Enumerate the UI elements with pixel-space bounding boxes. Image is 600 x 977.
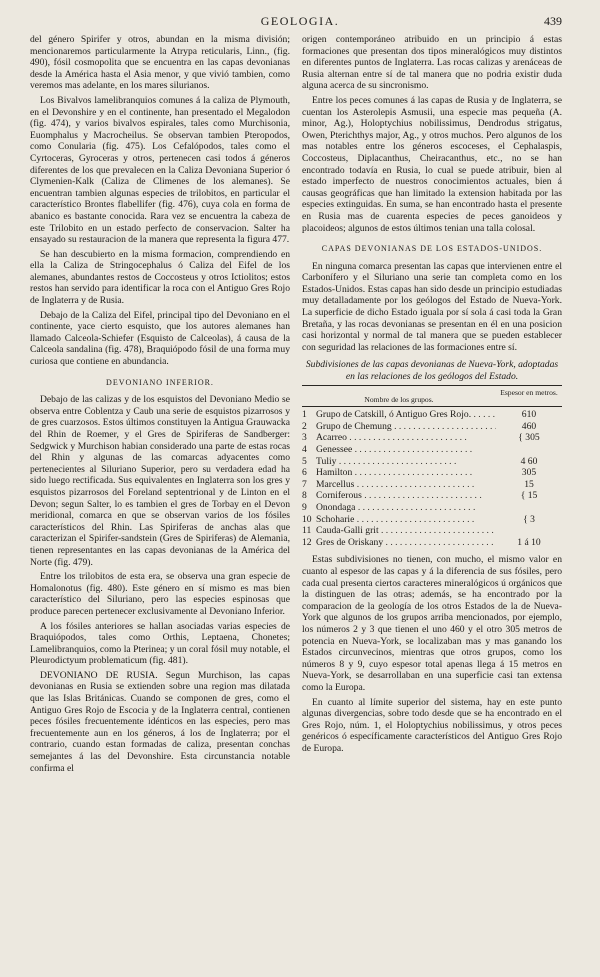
left-column [30, 34, 290, 777]
row-number: 11 [302, 525, 312, 537]
thickness-value: 460 [521, 420, 537, 432]
row-number: 5 [302, 455, 307, 467]
thickness-value: 305 [521, 467, 537, 479]
table-row [302, 421, 562, 433]
paragraph: Entre los peces comunes á las capas de Rusia y de Inglaterra, se cuentan los Asterolepis Asmusii, una especie mas pequeña (A. minor, Ag.), Holoptychius nobilissimus, Dendrodus strigatus, Owen, Pterichthys major, Ag., y otros muchos. Pero algunos de los mas notables entre los géneros escoceses, el Cephalaspis, Coccosteus, Diplacanthus, Cheiracanthus, etc., no se han encontrado todavía en Rusia, lo cual se puede atribuir, bien al estado imperfecto de nuestros conocimientos actuales, bien á causas geográficas que han limitado la extension habitada por las especies extinguidas. En suma, se han encontrado hasta el presente en Rusia mas de cuarenta especies de peces ganoideos y placoideos; algunos de estos últimos tenian una talla colosal. [302, 94, 562, 234]
group-name: Acarreo . . . [316, 432, 496, 444]
table-row [302, 467, 562, 479]
thickness-value: { 15 [520, 490, 538, 502]
row-number: 2 [302, 420, 307, 432]
group-name: Cauda-Galli grit . . . [316, 525, 496, 537]
thickness-value: 15 [524, 478, 534, 490]
group-name: Onondaga . . . [316, 502, 496, 514]
column-header-name: Nombre de los grupos. [364, 395, 434, 405]
paragraph: Debajo de las calizas y de los esquistos del Devoniano Medio se observa entre Coblentza y Caub una serie de esquistos pizarrosos y de gres cuarzosos. Estos últimos constituyen la Antigua Grauwacka del Rhin de Roemer, y el Gres de Spiriferas de Sandberger: Sedgwick y Murchison habian considerado una parte de estas rocas del Rhin y algunas de las comarcas adyacentes como pertenecientes al Siluriano Superior, pero su verdadera edad ha sido luego rectificada. Sus equivalentes en Inglaterra son los gres y esquistos pizarrosos del Foreland septentrional y de Linton en el Devon; segun Salter, lo es tambien el gres de Torbay en el Devon meridional, comarca en que se observan varios de los fósiles característicos del Rhin. Las Spiriferas de anchas alas que caracterizan el Spirifer-sandstein (Gres de Spiriferas) de Alemania, tienen representantes en las capas devonianas de la América del Norte (fig. 479). [30, 394, 290, 568]
group-name: Grupo de Catskill, ó Antiguo Gres Rojo. . . . [316, 409, 496, 421]
thickness-value: { 305 [518, 432, 540, 444]
table-rule [302, 406, 562, 407]
thickness-value [496, 502, 562, 514]
table-row [302, 502, 562, 514]
row-number: 9 [302, 502, 307, 513]
table-row [302, 537, 562, 549]
paragraph: En ninguna comarca presentan las capas que intervienen entre el Carbonífero y el Siluriano una serie tan completa como en los Estados-Unidos. Estas capas han sido desde un principio estudiadas muy detalladamente por los geólogos del Estado de Nueva-York. La superficie de dicho Estado iguala por sí sola á casi toda la Gran Bretaña, y las rocas devonianas se presentan en él en una posicion casi horizontal y normal de tal manera que se pueden establecer con seguridad las relaciones de las formaciones entre sí. [302, 260, 562, 353]
group-name: Tuliy . . . [316, 456, 496, 468]
group-name: Gres de Oriskany . . . [316, 537, 496, 549]
group-name: Marcellus . . . [316, 479, 496, 491]
row-number: 12 [302, 536, 312, 548]
table-row [302, 479, 562, 491]
group-name: Corniferous . . . [316, 490, 496, 502]
paragraph: Entre los trilobitos de esta era, se observa una gran especie de Homalonotus (fig. 480). Este género en sí mismo es mas bien característico del Siluriano, pero las especies espinosas que produce parecen pertenecer exclusivamente al Devoniano Inferior. [30, 571, 290, 617]
table-header [302, 388, 562, 404]
paragraph: Estas subdivisiones no tienen, con mucho, el mismo valor en cuanto al espesor de las capas y á la diferencia de sus fósiles, pero cada cual presenta ciertos caracteres mineralógicos ú orgánicos que la distinguen de las otras; además, se ha encontrado por la comparacion de la geología de los otros Estados de la de Nueva-York que algunos de los grupos arriba mencionados, por ejemplo, los números 2 y 3 que tienen el uno 460 y el otro 305 metros de potencia en Nueva-York, se localizaban mas y mas ganando los Estados circunvecinos, mientras que otros grupos, como los números 8 y 9, cuyo espesor total apenas llega á 15 metros en Nueva-York, se desarrollaban en una superficie casi tan extensa como la Europa. [302, 554, 562, 693]
table-row [302, 525, 562, 537]
thickness-value [496, 525, 562, 537]
row-number: 3 [302, 432, 307, 444]
table-row [302, 514, 562, 526]
right-column [302, 34, 562, 777]
paragraph: Los Bivalvos lamelibranquios comunes á la caliza de Plymouth, en el Devonshire y en el continente, han presentado el Megalodon (fig. 474), y varios bivalvos espirales, tales como Murchisonia, Euomphalus y Macrocheilus. Se observan tambien Pteropodos, como Conularia (fig. 475). Los Cefalópodos, tales como el Cyrtoceras, Gyroceras y otros, pertenecen casi todos á géneros diferentes de los que prevalecen en la Caliza Devoniana Superior ó Clymenien-Kalk (Caliza de Climenes de los alemanes). Se encuentran tambien algunas especies de trilobitos, en particular el característico Brontes flabellifer (fig. 476), cuya cola en forma de abanico es bastante conocida. Rara vez se encuentra la cabeza de este Trilobito en un estado perfecto de conservacion. Salter ha ensayado su restauracion de la manera que representa la figura 477. [30, 94, 290, 246]
column-header-thickness: Espesor en metros. [500, 388, 558, 398]
paragraph: DEVONIANO DE RUSIA. Segun Murchison, las capas devonianas en Rusia se extienden sobre una region mas dilatada que las Islas Británicas. Cuando se componen de gres, como el Antiguo Gres Rojo de Escocia y de la Inglaterra central, contienen peces fósiles frecuentemente idénticos en las especies, pero mas frecuentemente aun en los géneros, á los de Inglaterra; por el contrario, cuando estan formadas de caliza, presentan conchas semejantes á las del Devonshire. Esta circunstancia notable confirma el [30, 669, 290, 774]
strata-list [302, 409, 562, 548]
running-head [0, 10, 600, 32]
row-number: 6 [302, 467, 307, 479]
table-row [302, 444, 562, 456]
table-row [302, 456, 562, 468]
paragraph: origen contemporáneo atribuido en un principio á estas formaciones que presentan dos tipos mineralógicos muy distintos en diferentes puntos de Inglaterra. Las rocas calizas y arenáceas de Rusia alternan entre sí de tal manera que no podria existir duda alguna acerca de su sincronismo. [302, 34, 562, 92]
paragraph: del género Spirifer y otros, abundan en la misma división; mencionaremos particularmente la Atrypa reticularis, Linn., (fig. 490), fósil cosmopolita que se encuentra en las capas devonianas desde la América hasta el Asia menor, y que vivió tambien, como veremos mas adelante, en los mares silurianos. [30, 34, 290, 92]
group-name: Schoharie . . . [316, 514, 496, 526]
thickness-value: 1 á 10 [517, 536, 541, 548]
table-caption: Subdivisiones de las capas devonianas de Nueva-York, adoptadas en las relaciones de los geólogos del Estado. [305, 359, 559, 382]
group-name: Genessee . . . [316, 444, 496, 456]
group-name: Hamilton . . . [316, 467, 496, 479]
row-number: 7 [302, 478, 307, 490]
page-number: 439 [544, 14, 562, 28]
running-title: GEOLOGIA. [260, 14, 340, 28]
text-columns [30, 34, 562, 777]
paragraph: Debajo de la Caliza del Eifel, principal tipo del Devoniano en el continente, yace cierto esquisto, que los autores alemanes han llamado Calceola-Schiefer (Esquisto de Calceolas), á causa de la Calceola sandalina (fig. 478), Braquiópodo fósil de una forma muy curiosa que contiene en abundancia. [30, 309, 290, 368]
row-number: 4 [302, 444, 307, 456]
section-heading: DEVONIANO INFERIOR. [106, 377, 214, 387]
table-rule [302, 385, 562, 386]
row-number: 1 [302, 409, 307, 421]
thickness-value [496, 444, 562, 456]
table-row [302, 432, 562, 444]
paragraph: En cuanto al límite superior del sistema, hay en este punto algunas divergencias, sobre todo desde que se ha encontrado en el Gres Rojo, núm. 1, el Holoptychius nobilissimus, y otros peces genéricos ó específicamente característicos del Antiguo Gres Rojo de Europa. [302, 696, 562, 754]
paragraph: A los fósiles anteriores se hallan asociadas varias especies de Braquiópodos, tales como Orthis, Leptaena, Chonetes; Lamelibranquios, como la Pterinea; y un coral fósil muy notable, el Pleurodictyum problematicum (fig. 481). [30, 620, 290, 667]
table-row [302, 490, 562, 502]
table-row [302, 409, 562, 421]
thickness-value: 610 [521, 409, 537, 421]
row-number: 10 [302, 513, 312, 525]
thickness-value: { 3 [523, 513, 535, 525]
group-name: Grupo de Chemung . . . [316, 421, 496, 433]
paragraph: Se han descubierto en la misma formacion, comprendiendo en ella la Caliza de Stringocephalus ó Caliza del Eifel de los alemanes, abundantes restos de Coccosteus y otros Ictiolitos; estos restos han servido para identificar la roca con el Antiguo Gres Rojo de Inglaterra y de Rusia. [30, 248, 290, 307]
strata-table [302, 359, 562, 548]
row-number: 8 [302, 490, 307, 502]
section-heading: CAPAS DEVONIANAS DE LOS ESTADOS-UNIDOS. [321, 244, 543, 254]
thickness-value: 4 60 [520, 455, 538, 467]
